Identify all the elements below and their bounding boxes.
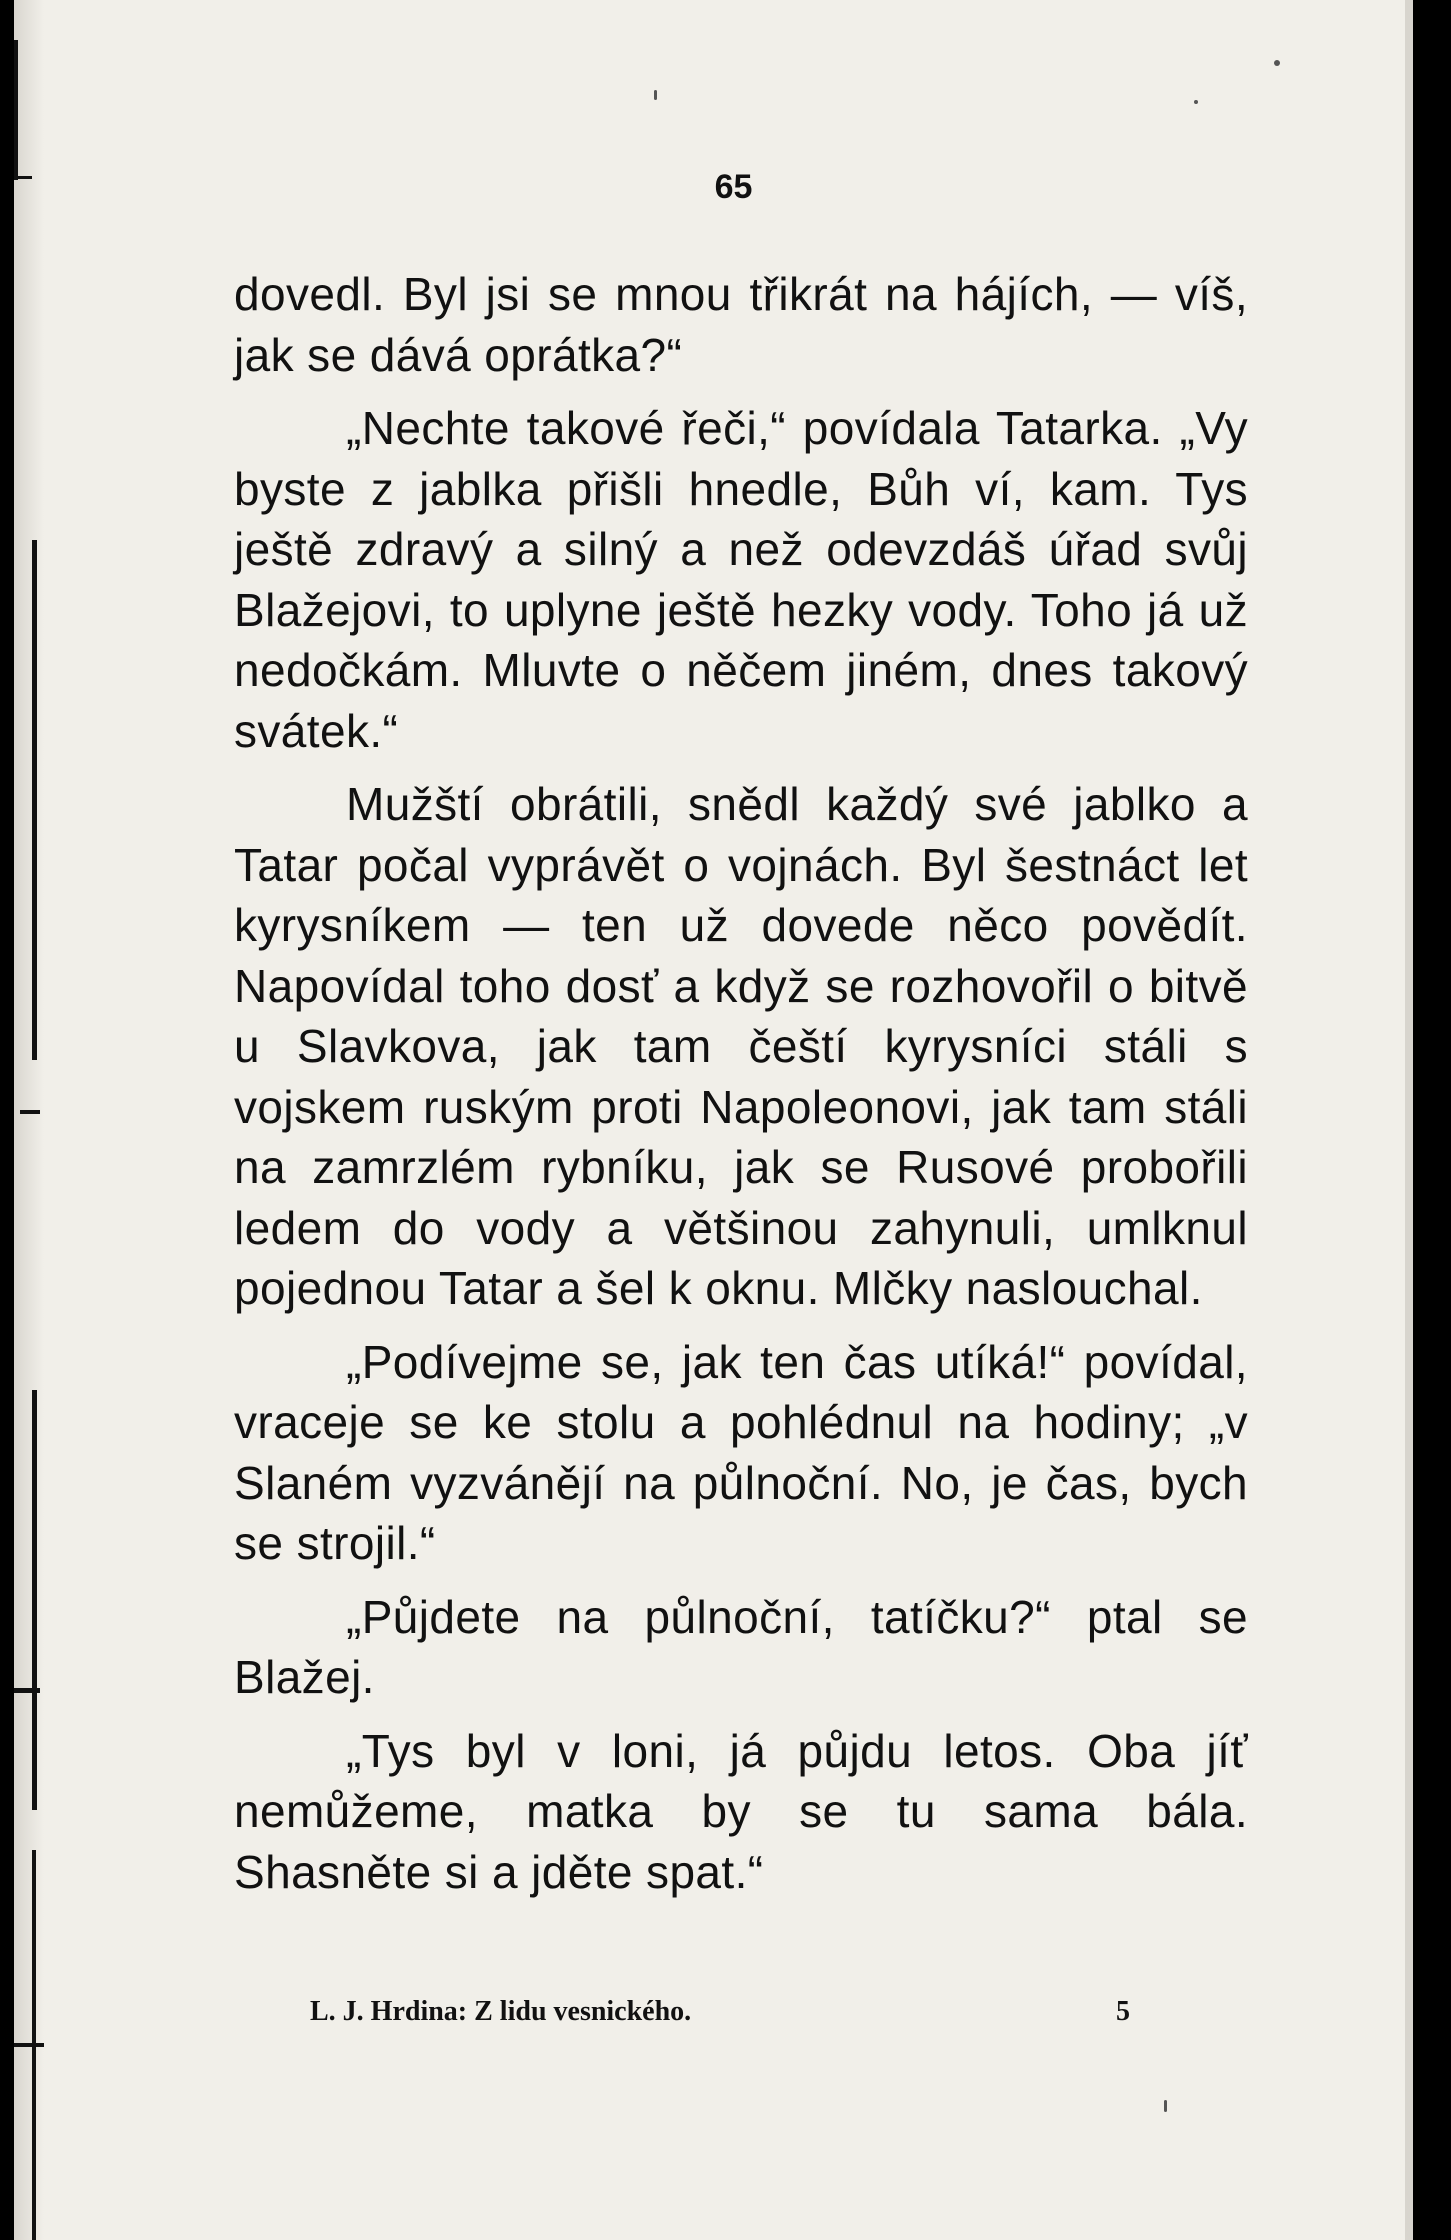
paper-speck	[1164, 2100, 1167, 2112]
paragraph: Mužští obrátili, snědl každý své jablko a Tatar počal vyprávět o vojnách. Byl šestnáct let kyrysníkem — ten už dovede něco povědít. Napovídal toho dosť a když se rozhovořil o bitvě u Slavkova, jak tam čeští kyrysníci stáli s vojskem ruským proti Napoleonovi, jak tam stáli na zamrzlém rybníku, jak se Rusové probořili ledem do vody a většinou zahynuli, umlknul pojednou Tatar a šel k oknu. Mlčky naslouchal.	[234, 778, 1248, 1314]
page-number: 65	[714, 168, 753, 206]
paragraph: „Podívejme se, jak ten čas utíká!“ povídal, vraceje se ke stolu a pohlédnul na hodiny; „v Slaném vyzvánějí na půlnoční. No, je čas, bych se strojil.“	[234, 1335, 1248, 1569]
paper-speck	[654, 90, 657, 100]
binding-mark	[20, 1110, 40, 1114]
binding-mark	[14, 2043, 44, 2047]
right-edge-mark	[1405, 0, 1413, 2240]
gutter-shadow	[14, 0, 44, 2240]
binding-mark	[14, 40, 18, 180]
book-page	[14, 0, 1413, 2240]
body-text	[234, 264, 1248, 1915]
binding-mark	[14, 1688, 40, 1693]
page-footer	[310, 1996, 1130, 2028]
binding-mark	[14, 176, 32, 179]
paper-speck	[1274, 60, 1280, 66]
binding-mark	[32, 540, 37, 1060]
footer-source: L. J. Hrdina: Z lidu vesnického.	[310, 1996, 692, 2027]
paper-speck	[1194, 100, 1198, 104]
paragraph: „Půjdete na půlnoční, tatíčku?“ ptal se Blažej.	[234, 1590, 1248, 1703]
binding-mark	[32, 1390, 37, 1810]
signature-mark: 5	[1116, 1996, 1130, 2027]
paragraph: dovedl. Byl jsi se mnou třikrát na hájích, — víš, jak se dává oprátka?“	[234, 268, 1248, 381]
paragraph: „Nechte takové řeči,“ povídala Tatarka. „Vy byste z jablka přišli hnedle, Bůh ví, kam. Tys ještě zdravý a silný a než odevzdáš úřad svůj Blažejovi, to uplyne ještě hezky vody. Toho já už nedočkám. Mluvte o něčem jiném, dnes takový svátek.“	[234, 402, 1248, 757]
paragraph: „Tys byl v loni, já půjdu letos. Oba jíť nemůžeme, matka by se tu sama bála. Shasněte si a jděte spat.“	[234, 1724, 1248, 1898]
